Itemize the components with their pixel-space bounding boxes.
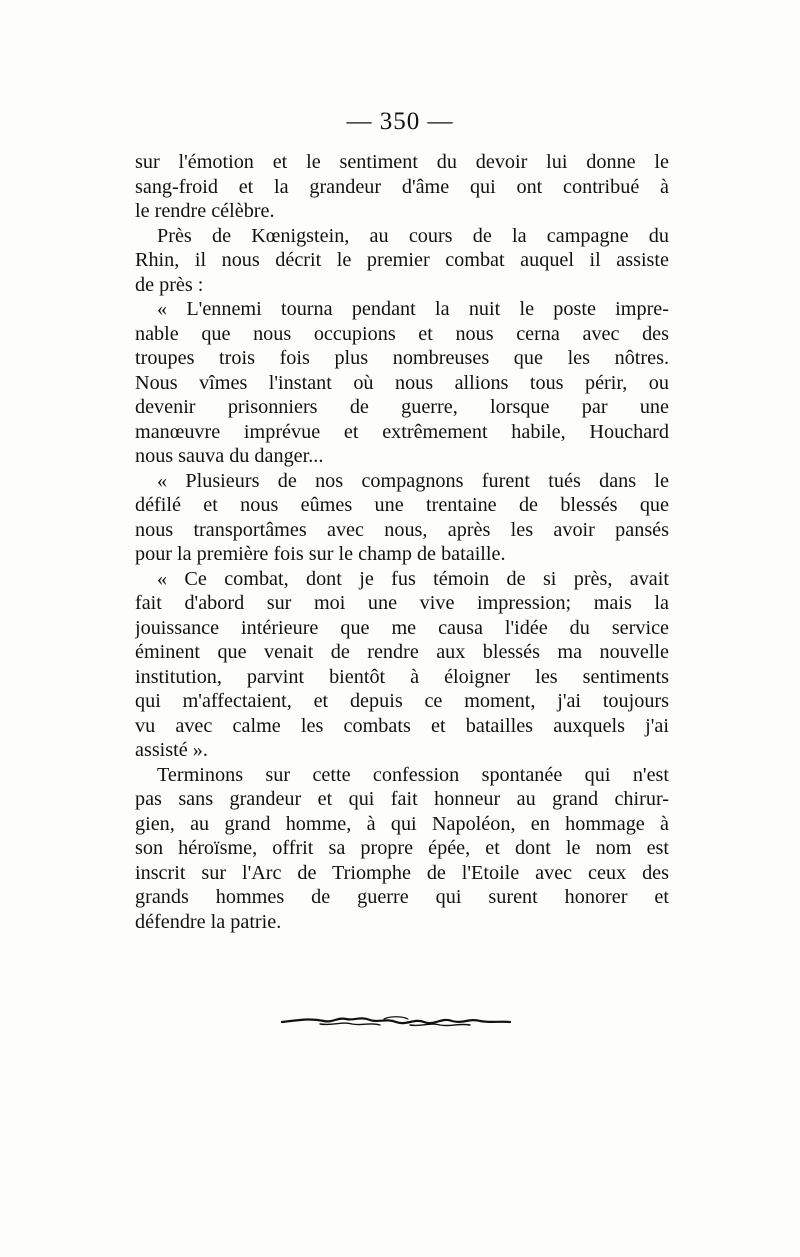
text-line: inscrit sur l'Arc de Triomphe de l'Etoile avec ceux des xyxy=(135,861,669,884)
text-line: jouissance intérieure que me causa l'idée du service xyxy=(135,616,669,639)
body-text xyxy=(135,150,669,934)
text-line: nable que nous occupions et nous cerna avec des xyxy=(135,322,669,345)
text-line: Près de Kœnigstein, au cours de la campagne du xyxy=(157,224,669,247)
text-line: son héroïsme, offrit sa propre épée, et dont le nom est xyxy=(135,837,669,859)
text-line: pour la première fois sur le champ de bataille. xyxy=(135,543,506,565)
text-line: défendre la patrie. xyxy=(135,910,282,933)
text-line: pas sans grandeur et qui fait honneur au grand chirur- xyxy=(135,788,669,810)
text-line: Rhin, il nous décrit le premier combat auquel il assiste xyxy=(135,249,669,271)
text-line: « Ce combat, dont je fus témoin de si près, avait xyxy=(157,567,669,590)
text-line: gien, au grand homme, à qui Napoléon, en hommage à xyxy=(135,812,669,835)
text-line: Terminons sur cette confession spontanée qui n'est xyxy=(157,763,669,786)
text-line: vu avec calme les combats et batailles auxquels j'ai xyxy=(135,714,669,737)
text-line: sang-froid et la grandeur d'âme qui ont contribué à xyxy=(135,175,669,198)
text-line: nous sauva du danger... xyxy=(135,445,324,467)
text-line: nous transportâmes avec nous, après les avoir pansés xyxy=(135,518,669,541)
text-line: manœuvre imprévue et extrêmement habile, Houchard xyxy=(135,420,669,443)
text-line: devenir prisonniers de guerre, lorsque par une xyxy=(135,396,669,418)
text-line: éminent que venait de rendre aux blessés ma nouvelle xyxy=(135,641,669,663)
text-line: fait d'abord sur moi une vive impression; mais la xyxy=(135,592,669,614)
text-line: de près : xyxy=(135,273,204,296)
text-line: qui m'affectaient, et depuis ce moment, j'ai toujours xyxy=(135,690,669,712)
text-line: « Plusieurs de nos compagnons furent tués dans le xyxy=(157,469,669,492)
text-line: « L'ennemi tourna pendant la nuit le poste impre- xyxy=(157,298,669,320)
text-line: le rendre célèbre. xyxy=(135,200,275,222)
text-line: institution, parvint bientôt à éloigner les sentiments xyxy=(135,665,669,688)
wavy-rule-ornament-icon xyxy=(280,1008,512,1036)
text-line: assisté ». xyxy=(135,739,208,761)
page-number: — 350 — xyxy=(346,108,454,135)
text-line: sur l'émotion et le sentiment du devoir lui donne le xyxy=(135,151,669,173)
text-line: grands hommes de guerre qui surent honorer et xyxy=(135,886,669,908)
text-line: défilé et nous eûmes une trentaine de blessés que xyxy=(135,494,669,516)
text-line: Nous vîmes l'instant où nous allions tous périr, ou xyxy=(135,371,669,394)
text-line: troupes trois fois plus nombreuses que les nôtres. xyxy=(135,347,669,369)
